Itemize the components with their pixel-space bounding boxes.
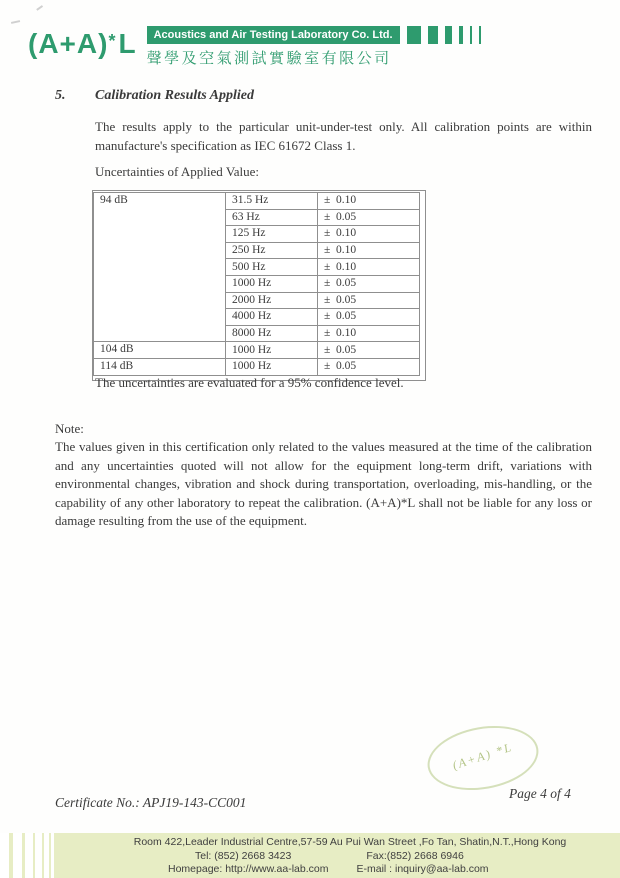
- frequency-cell: 8000 Hz: [226, 325, 318, 342]
- level-cell: 114 dB: [94, 358, 226, 375]
- logo-star: *: [108, 31, 117, 51]
- results-paragraph: The results apply to the particular unit-under-test only. All calibration points are within manufacture's specification as IEC 61672 Class 1.: [95, 119, 592, 153]
- footer-fax: Fax:(852) 2668 6946: [366, 849, 464, 862]
- section-number: 5.: [55, 88, 66, 103]
- brand-block: [147, 26, 488, 68]
- banner-row: [147, 26, 488, 44]
- confidence-statement: The uncertainties are evaluated for a 95% confidence level.: [95, 375, 404, 390]
- uncertainty-cell: ± 0.05: [318, 275, 420, 292]
- frequency-cell: 250 Hz: [226, 242, 318, 259]
- level-cell: 104 dB: [94, 342, 226, 359]
- bar-icon: [25, 833, 33, 878]
- frequency-cell: 125 Hz: [226, 226, 318, 243]
- footer-address: Room 422,Leader Industrial Centre,57-59 Au Pui Wan Street ,Fo Tan, Shatin,N.T.,Hong Kong: [133, 836, 567, 848]
- table-row: [94, 193, 420, 210]
- scan-artifact: [36, 5, 43, 10]
- uncertainty-cell: ± 0.10: [318, 325, 420, 342]
- certificate-number: Certificate No.: APJ19-143-CC001: [55, 795, 247, 810]
- company-logo: [28, 26, 137, 59]
- frequency-cell: 2000 Hz: [226, 292, 318, 309]
- bar-icon: [44, 833, 49, 878]
- uncertainties-table: [93, 192, 420, 376]
- bar-icon: [459, 26, 463, 44]
- frequency-cell: 1000 Hz: [226, 275, 318, 292]
- frequency-cell: 31.5 Hz: [226, 193, 318, 210]
- bar-icon: [445, 26, 452, 44]
- uncertainty-cell: ± 0.05: [318, 309, 420, 326]
- bar-icon: [407, 26, 421, 44]
- uncertainty-cell: ± 0.05: [318, 292, 420, 309]
- header: [28, 20, 488, 68]
- bar-icon: [428, 26, 438, 44]
- scan-artifact: [11, 20, 20, 23]
- logo-bars-decoration: [407, 26, 488, 44]
- uncertainties-table-frame: [92, 190, 426, 381]
- level-cell: 94 dB: [94, 193, 226, 342]
- table-row: [94, 342, 420, 359]
- logo-l: L: [118, 28, 137, 59]
- section-heading: [55, 88, 575, 104]
- uncertainty-cell: ± 0.05: [318, 358, 420, 375]
- company-name-chinese: 聲學及空氣測試實驗室有限公司: [146, 50, 392, 67]
- bar-icon: [0, 833, 9, 878]
- table-caption: Uncertainties of Applied Value:: [95, 164, 260, 179]
- uncertainty-cell: ± 0.10: [318, 259, 420, 276]
- bar-icon: [13, 833, 22, 878]
- uncertainty-cell: ± 0.10: [318, 193, 420, 210]
- note-body: The values given in this certification only related to the values measured at the time of the calibration and any uncertainties quoted will not allow for the equipment long-term drift, variations with environmental changes, vibration and shock during transportation, overloading, mis-handling, or the capability of any other laboratory to repeat the calibration. (A+A)*L shall not be liable for any loss or damage resulting from the use of the equipment.: [55, 439, 592, 529]
- uncertainty-cell: ± 0.10: [318, 226, 420, 243]
- frequency-cell: 63 Hz: [226, 209, 318, 226]
- bar-icon: [51, 833, 54, 878]
- section-title: Calibration Results Applied: [95, 88, 254, 103]
- uncertainty-cell: ± 0.05: [318, 342, 420, 359]
- footer: [0, 833, 620, 878]
- footer-contacts: [195, 850, 610, 864]
- footer-email: E-mail : inquiry@aa-lab.com: [356, 863, 489, 875]
- logo-main: (A+A): [28, 28, 109, 59]
- bar-icon: [479, 26, 481, 44]
- stamp-text: (A+A) *L: [450, 739, 515, 772]
- uncertainty-cell: ± 0.10: [318, 242, 420, 259]
- footer-text: [60, 836, 610, 877]
- frequency-cell: 4000 Hz: [226, 309, 318, 326]
- frequency-cell: 1000 Hz: [226, 358, 318, 375]
- uncertainty-cell: ± 0.05: [318, 209, 420, 226]
- page-number: Page 4 of 4: [509, 786, 571, 801]
- table-row: [94, 358, 420, 375]
- bar-icon: [470, 26, 473, 44]
- footer-homepage: Homepage: http://www.aa-lab.com: [168, 863, 329, 875]
- note-label: Note:: [55, 421, 84, 436]
- bar-icon: [35, 833, 42, 878]
- frequency-cell: 1000 Hz: [226, 342, 318, 359]
- frequency-cell: 500 Hz: [226, 259, 318, 276]
- footer-tel: Tel: (852) 2668 3423: [195, 849, 292, 862]
- company-name-banner: Acoustics and Air Testing Laboratory Co. Ltd.: [147, 26, 400, 44]
- footer-web: [168, 863, 610, 877]
